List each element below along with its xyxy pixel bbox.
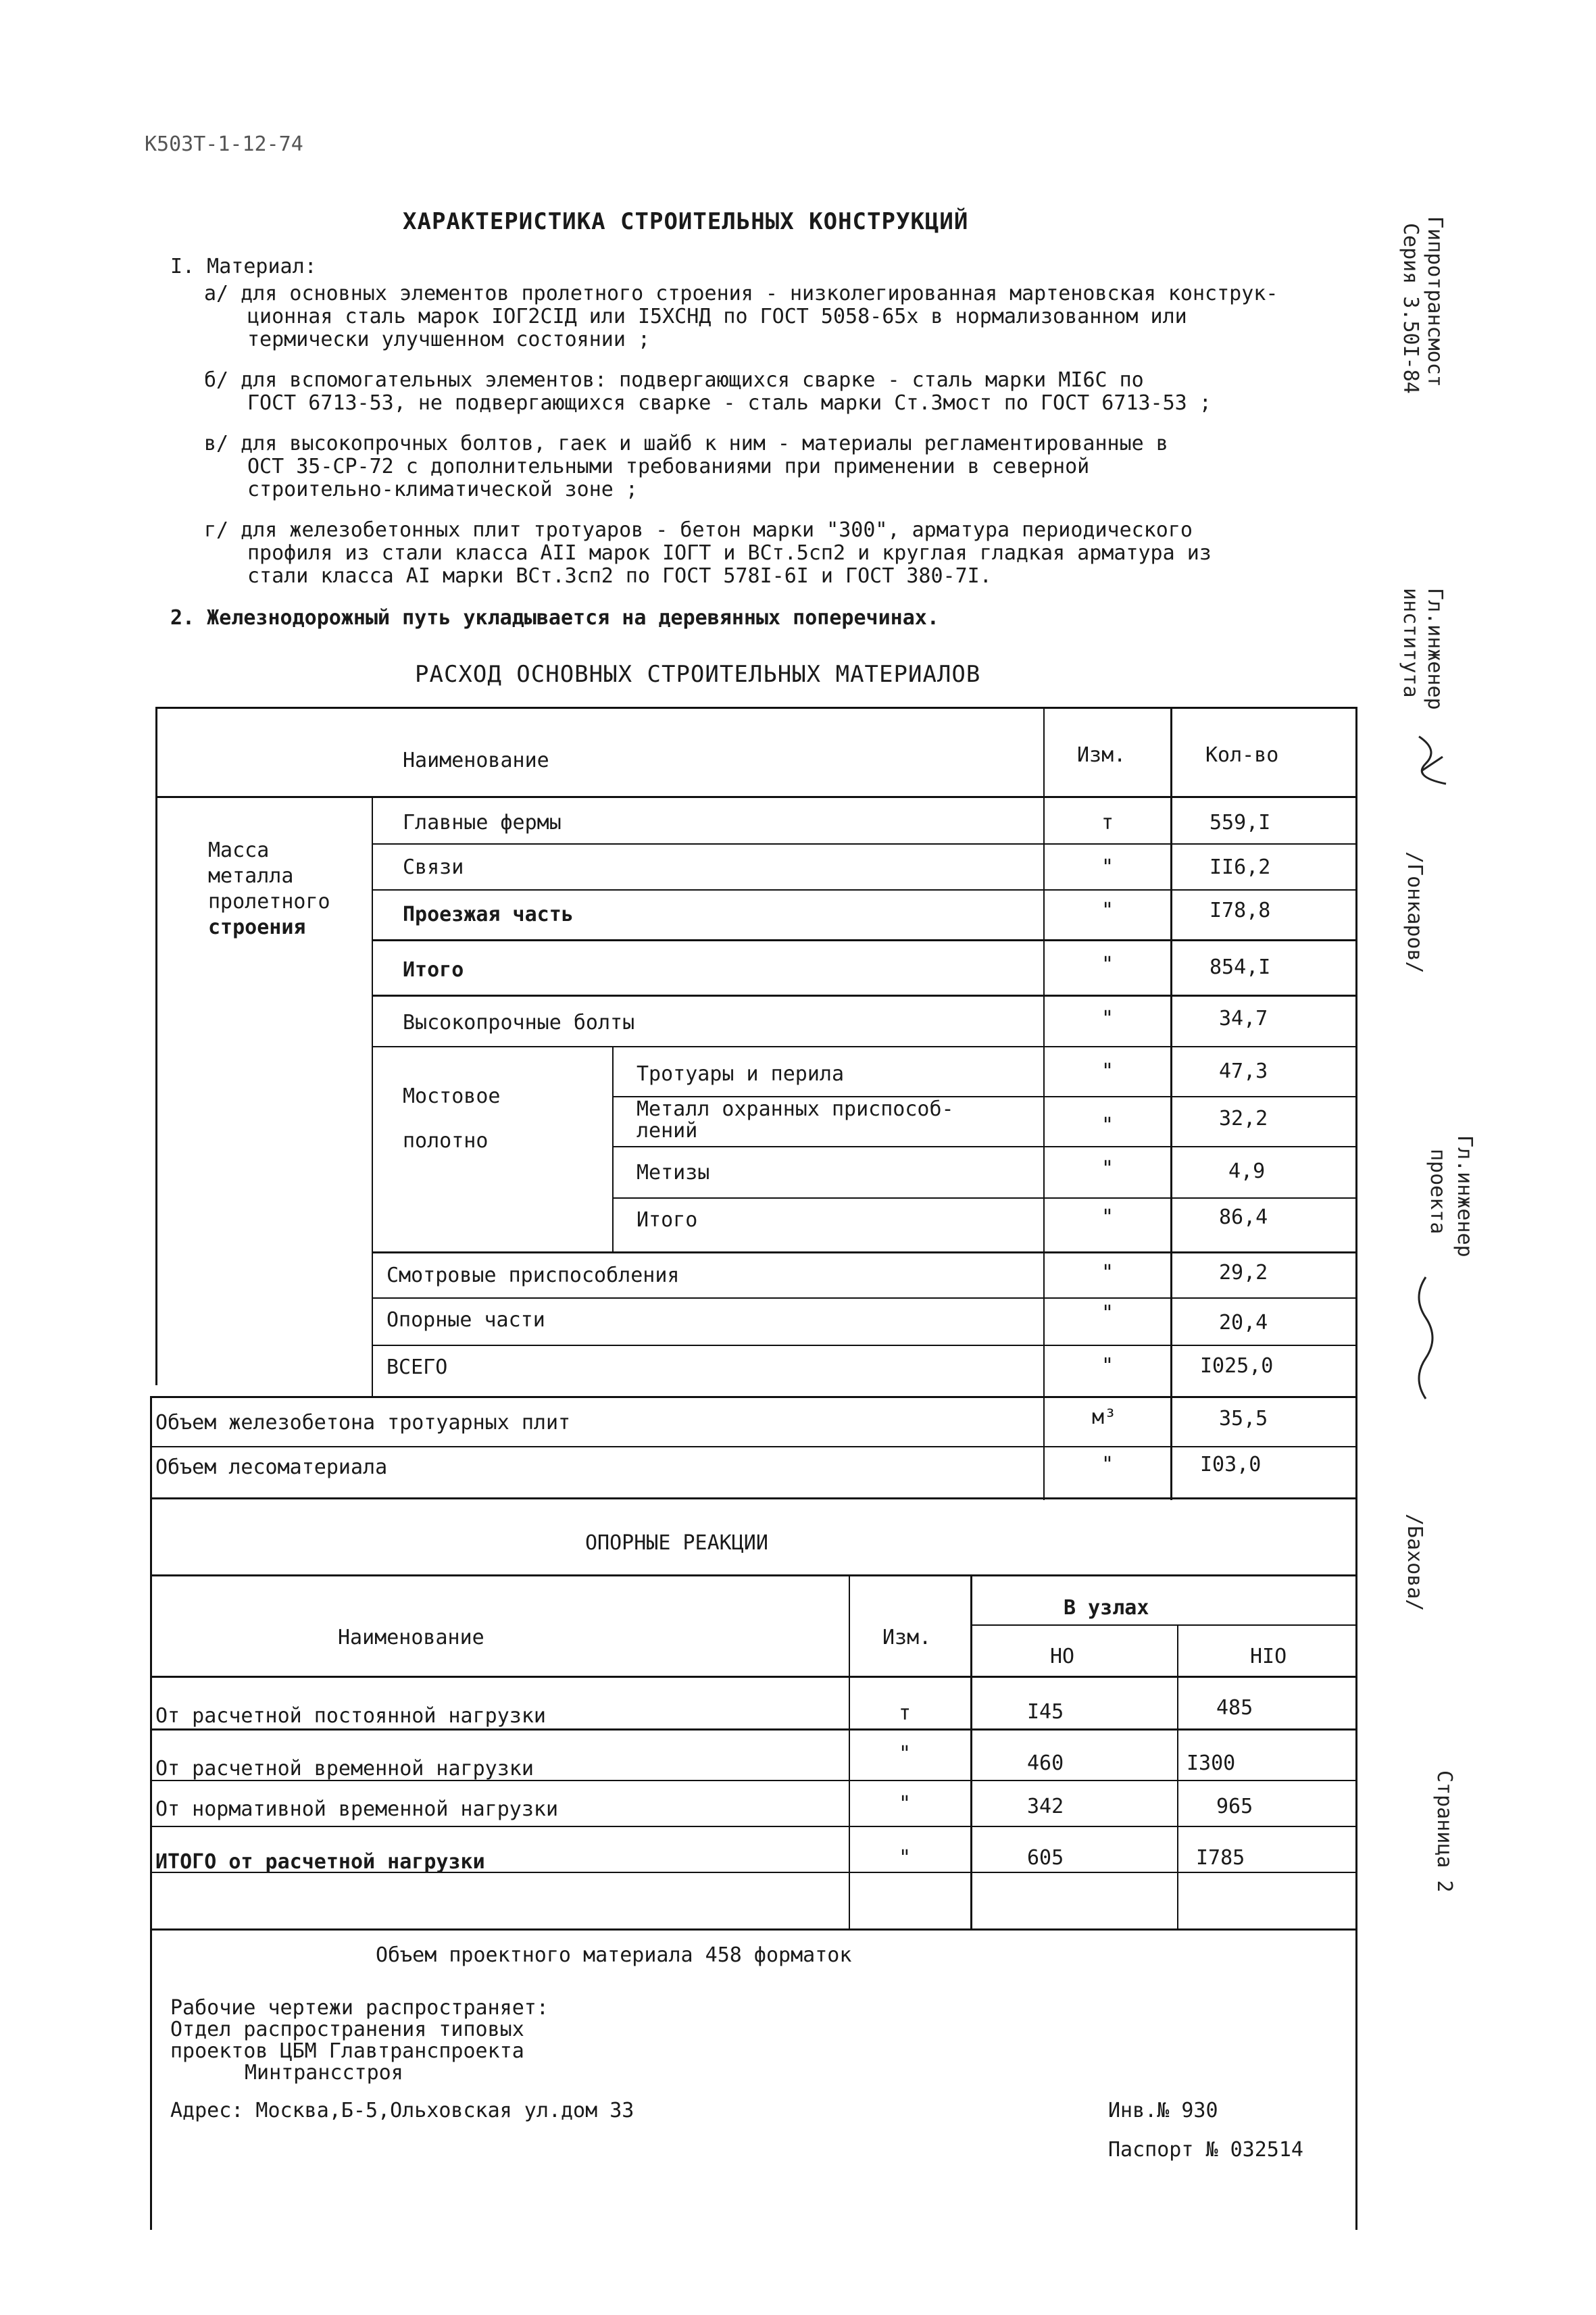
group-label-line: Масса bbox=[208, 839, 270, 862]
table-row-name: Опорные части bbox=[386, 1308, 545, 1332]
table-row-name bbox=[637, 1099, 954, 1142]
distribution-line: Отдел распространения типовых bbox=[170, 2018, 524, 2041]
table-row-qty: 34,7 bbox=[1219, 1007, 1268, 1030]
project-volume: Объем проектного материала 458 форматок bbox=[376, 1943, 852, 1967]
table-row-v2: I785 bbox=[1196, 1846, 1245, 1870]
stamp-name-2: /Бахова/ bbox=[1403, 1514, 1426, 1612]
table-row-v2: 485 bbox=[1216, 1696, 1253, 1720]
table-row-name: Высокопрочные болты bbox=[403, 1011, 635, 1035]
col-header-unit: Изм. bbox=[1077, 743, 1126, 767]
table-row-name: ИТОГО от расчетной нагрузки bbox=[155, 1850, 485, 1874]
table-row-unit: " bbox=[899, 1846, 912, 1870]
table-row-qty: I03,0 bbox=[1200, 1453, 1262, 1476]
table-row-unit: " bbox=[1101, 1453, 1114, 1476]
table-row-unit: " bbox=[899, 1792, 912, 1816]
col-header-n10: НIО bbox=[1250, 1645, 1287, 1668]
inventory-number: Инв.№ 930 bbox=[1108, 2099, 1218, 2122]
signature-icon bbox=[1405, 1270, 1446, 1411]
table-row-v1: I45 bbox=[1027, 1700, 1064, 1724]
distribution-info bbox=[170, 1997, 549, 2084]
table-row-name: От нормативной временной нагрузки bbox=[155, 1797, 559, 1821]
group-label-line: пролетного bbox=[208, 890, 330, 914]
distribution-line: Рабочие чертежи распространяет: bbox=[170, 1996, 549, 2020]
group-label-line: строения bbox=[208, 916, 306, 939]
table-row-name: Главные фермы bbox=[403, 811, 562, 835]
stamp-institute: института bbox=[1399, 588, 1422, 698]
table-row-name: От расчетной постоянной нагрузки bbox=[155, 1704, 546, 1728]
stamp-series: Серия 3.50I-84 bbox=[1399, 223, 1422, 394]
table-row-v1: 605 bbox=[1027, 1846, 1064, 1870]
table-row-qty: 32,2 bbox=[1219, 1107, 1268, 1130]
document-code: К50ЗТ-1-12-74 bbox=[145, 132, 303, 156]
table-row-unit: " bbox=[1101, 953, 1114, 976]
section-2: 2. Железнодорожный путь укладывается на деревянных поперечинах. bbox=[170, 606, 939, 630]
table-row-name: Тротуары и перила bbox=[637, 1062, 845, 1086]
item-a-line: а/ для основных элементов пролетного строения - низколегированная мартеновская конструк- bbox=[204, 282, 1278, 305]
deck-label-line: Мостовое bbox=[403, 1085, 501, 1108]
table-row-qty: 47,3 bbox=[1219, 1060, 1268, 1083]
col-header-name: Наименование bbox=[403, 749, 549, 772]
table-row-unit: " bbox=[1101, 1354, 1114, 1378]
item-v-line: строительно-климатической зоне ; bbox=[247, 478, 638, 501]
signature-icon bbox=[1412, 730, 1453, 796]
col-header-unit: Изм. bbox=[882, 1626, 932, 1649]
table-row-name: Метизы bbox=[637, 1161, 710, 1185]
item-b bbox=[204, 369, 1212, 415]
table-row-qty: 86,4 bbox=[1219, 1205, 1268, 1229]
table-row-name-line: Металл охранных приспособ- bbox=[637, 1097, 954, 1121]
table-row-qty: II6,2 bbox=[1210, 855, 1271, 879]
table-row-name: Итого bbox=[637, 1208, 698, 1232]
table-row-qty: I78,8 bbox=[1210, 899, 1271, 922]
table-row-name: Итого bbox=[403, 958, 464, 982]
table-row-qty: 559,I bbox=[1210, 811, 1271, 835]
item-g bbox=[204, 519, 1212, 588]
table-row-name: Объем железобетона тротуарных плит bbox=[155, 1411, 571, 1435]
item-b-line: ГОСТ 6713-53, не подвергающихся сварке - сталь марки Ст.3мост по ГОСТ 6713-53 ; bbox=[247, 391, 1212, 415]
col-header-n0: НО bbox=[1050, 1645, 1075, 1668]
stamp-project: проекта bbox=[1426, 1149, 1449, 1235]
col-header-qty: Кол-во bbox=[1205, 743, 1279, 767]
deck-label-line: полотно bbox=[403, 1129, 489, 1153]
table-row-unit: м³ bbox=[1092, 1405, 1117, 1429]
distribution-line: Минтрансстроя bbox=[245, 2061, 403, 2085]
item-g-line: профиля из стали класса АII марок IОГТ и ВСт.5сп2 и круглая гладкая арматура из bbox=[247, 541, 1212, 565]
address: Адрес: Москва,Б-5,Ольховская ул.дом 33 bbox=[170, 2099, 634, 2122]
item-a bbox=[204, 282, 1278, 351]
item-v-line: ОСТ 35-СР-72 с дополнительными требованиями при применении в северной bbox=[247, 455, 1090, 478]
table-row-unit: " bbox=[1101, 1205, 1114, 1229]
table-row-unit: " bbox=[1101, 1261, 1114, 1285]
item-a-line: термически улучшенном состоянии ; bbox=[247, 328, 651, 351]
table-row-unit: " bbox=[1101, 1060, 1114, 1083]
table-row-unit: т bbox=[899, 1701, 912, 1725]
item-b-line: б/ для вспомогательных элементов: подвергающихся сварке - сталь марки МI6С по bbox=[204, 368, 1144, 392]
group-label-line: металла bbox=[208, 864, 294, 888]
table-row-unit: " bbox=[1101, 899, 1114, 922]
stamp-organization: Гипротрансмост bbox=[1423, 216, 1447, 387]
item-v-line: в/ для высокопрочных болтов, гаек и шайб к ним - материалы регламентированные в bbox=[204, 432, 1168, 455]
table-row-name-line: лений bbox=[637, 1119, 698, 1143]
deck-label bbox=[403, 1074, 501, 1164]
group-label bbox=[208, 838, 330, 941]
table-row-unit: " bbox=[1101, 1157, 1114, 1180]
table-row-qty: 854,I bbox=[1210, 955, 1271, 979]
stamp-chief-engineer: Гл.инженер bbox=[1423, 588, 1447, 710]
table-row-name: ВСЕГО bbox=[386, 1355, 448, 1379]
table-row-v2: 965 bbox=[1216, 1795, 1253, 1818]
table-row-qty: 35,5 bbox=[1219, 1407, 1268, 1430]
table-row-unit: " bbox=[899, 1742, 912, 1766]
table-row-v1: 460 bbox=[1027, 1751, 1064, 1775]
page-title: ХАРАКТЕРИСТИКА СТРОИТЕЛЬНЫХ КОНСТРУКЦИЙ bbox=[403, 208, 969, 235]
table-row-unit: т bbox=[1101, 811, 1114, 835]
col-header-nodes: В узлах bbox=[1064, 1596, 1149, 1620]
materials-title: РАСХОД ОСНОВНЫХ СТРОИТЕЛЬНЫХ МАТЕРИАЛОВ bbox=[415, 661, 981, 688]
stamp-chief-engineer-project: Гл.инженер bbox=[1453, 1135, 1476, 1258]
table-row-unit: " bbox=[1101, 1007, 1114, 1030]
item-g-line: г/ для железобетонных плит тротуаров - бетон марки "300", арматура периодического bbox=[204, 518, 1193, 542]
table-row-qty: 29,2 bbox=[1219, 1261, 1268, 1285]
table-row-name: Связи bbox=[403, 855, 464, 879]
table-row-name: Объем лесоматериала bbox=[155, 1455, 388, 1479]
col-header-name: Наименование bbox=[338, 1626, 484, 1649]
table-row-name: Смотровые приспособления bbox=[386, 1264, 680, 1287]
table-row-v1: 342 bbox=[1027, 1795, 1064, 1818]
table-row-unit: " bbox=[1101, 1114, 1114, 1137]
passport-number: Паспорт № 032514 bbox=[1108, 2138, 1303, 2162]
reactions-title: ОПОРНЫЕ РЕАКЦИИ bbox=[585, 1531, 768, 1555]
table-row-name: Проезжая часть bbox=[403, 903, 574, 926]
item-v bbox=[204, 432, 1168, 501]
distribution-line: проектов ЦБМ Главтранспроекта bbox=[170, 2039, 524, 2063]
table-row-qty: 20,4 bbox=[1219, 1311, 1268, 1335]
stamp-name-1: /Гонкаров/ bbox=[1403, 851, 1426, 974]
table-row-qty: 4,9 bbox=[1228, 1160, 1266, 1183]
item-a-line: ционная сталь марок IОГ2СIД или I5ХСНД по ГОСТ 5058-65х в нормализованном или bbox=[247, 305, 1187, 328]
table-row-qty: I025,0 bbox=[1200, 1354, 1274, 1378]
table-row-v2: I300 bbox=[1187, 1751, 1236, 1775]
item-g-line: стали класса АI марки ВСт.3сп2 по ГОСТ 578I-6I и ГОСТ 380-7I. bbox=[247, 564, 992, 588]
section-1-heading: I. Материал: bbox=[170, 255, 317, 278]
table-row-unit: " bbox=[1101, 1301, 1114, 1325]
table-row-name: От расчетной временной нагрузки bbox=[155, 1757, 534, 1781]
table-row-unit: " bbox=[1101, 855, 1114, 879]
page-number: Страница 2 bbox=[1432, 1770, 1456, 1893]
